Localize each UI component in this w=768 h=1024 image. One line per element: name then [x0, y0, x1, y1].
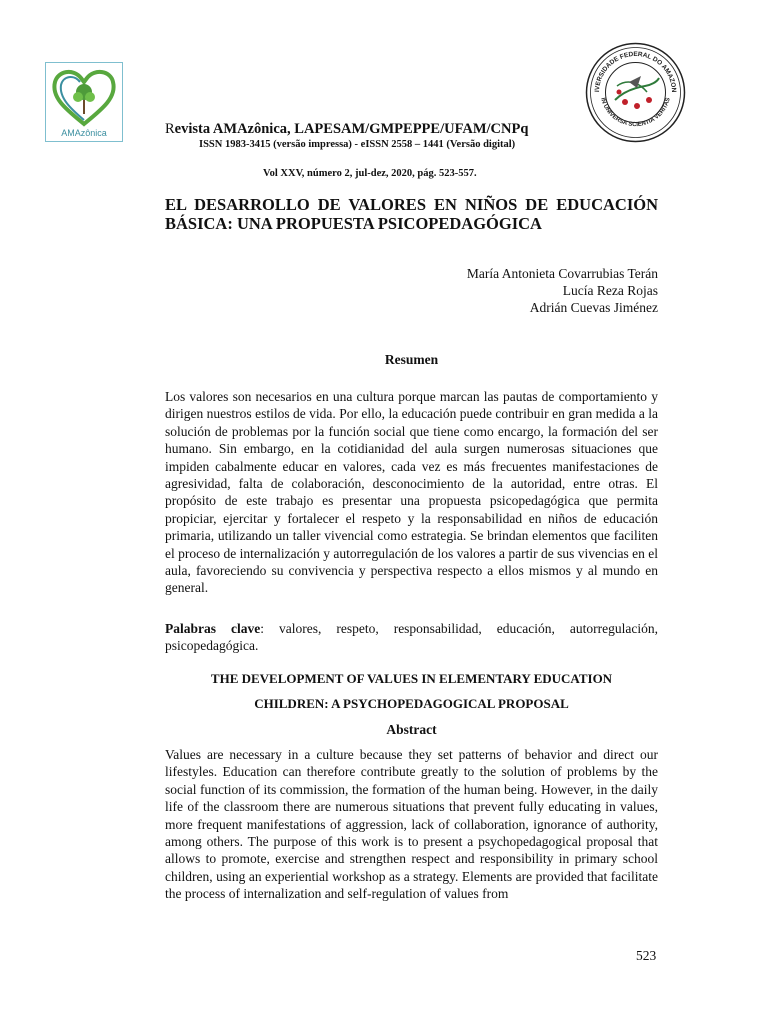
svg-text:IN UNIVERSA SCIENTIA VERITAS: IN UNIVERSA SCIENTIA VERITAS	[599, 97, 672, 129]
keywords-label: Palabras clave	[165, 621, 261, 636]
author: María Antonieta Covarrubias Terán	[466, 266, 658, 281]
svg-text:UNIVERSIDADE FEDERAL DO AMAZON: IVERSIDADE FEDERAL DO AMAZON	[593, 50, 678, 93]
issn-line: ISSN 1983-3415 (versão impressa) - eISSN 2558 – 1441 (Versão digital)	[199, 139, 516, 150]
author: Lucía Reza Rojas	[562, 283, 658, 298]
keywords	[165, 620, 658, 655]
article-title: EL DESARROLLO DE VALORES EN NIÑOS DE EDUCACIÓN BÁSICA: UNA PROPUESTA PSICOPEDAGÓGICA	[165, 195, 658, 233]
author: Adrián Cuevas Jiménez	[529, 300, 658, 315]
english-title-line-2: CHILDREN: A PSYCHOPEDAGOGICAL PROPOSAL	[254, 696, 569, 711]
abstract-body: Values are necessary in a culture because they set patterns of behavior and direct our lifestyles. Education can therefore contribute greatly to the solution of problems by the social function of its commission, the formation of the human being. However, in the daily life of the classroom there are numerous situations that prevent fully educating in values, more frequent manifestations of aggression, lack of collaboration, ignorance of authority, among others. The purpose of this work is to present a psychopedagogical proposal that allows to promote, exercise and strengthen respect and responsibility in primary school children, using an experiential workshop as a strategy. Elements are provided that facilitate the process of internalization and self-regulation of values from	[165, 747, 658, 902]
abstract-heading: Abstract	[386, 722, 437, 737]
keywords-text: : valores, respeto, responsabilidad, educación, autorregulación, psicopedagógica.	[165, 621, 658, 654]
resumen-body: Los valores son necesarios en una cultura porque marcan las pautas de comportamiento y dirigen nuestros estilos de vida. Por ello, la educación puede contribuir en gran medida a la solución de problemas por la función social que tiene como encargo, la formación del ser humano. Sin embargo, en la cotidianidad del aula surgen numerosas situaciones que impiden cabalmente educar en valores, cada vez es más frecuentes manifestaciones de agresividad, falta de colaboración, desconocimiento de la autoridad, entre otras. El propósito de este trabajo es presentar una propuesta psicopedagógica que permita propiciar, ejercitar y fortalecer el respeto y la responsabilidad en niños de educación primaria, utilizando un taller vivencial como estrategia. Se brindan elementos que faciliten el proceso de internalización y autorregulación de los valores a partir de sus vivencias en el aula, favoreciendo su convivencia y perspectiva respecto a ellos mismos y al mundo en general.	[165, 389, 658, 596]
author-list	[467, 265, 658, 316]
svg-text:AMAzônica: AMAzônica	[61, 128, 107, 138]
volume-line: Vol XXV, número 2, jul-dez, 2020, pág. 523-557.	[263, 168, 477, 179]
university-seal	[585, 42, 686, 143]
page-number: 523	[636, 948, 657, 963]
english-title-line-1: THE DEVELOPMENT OF VALUES IN ELEMENTARY EDUCATION	[210, 671, 613, 686]
journal-logo	[45, 62, 123, 142]
journal-name: Revista AMAzônica, LAPESAM/GMPEPPE/UFAM/CNPq	[165, 121, 529, 137]
resumen-heading: Resumen	[384, 352, 439, 367]
